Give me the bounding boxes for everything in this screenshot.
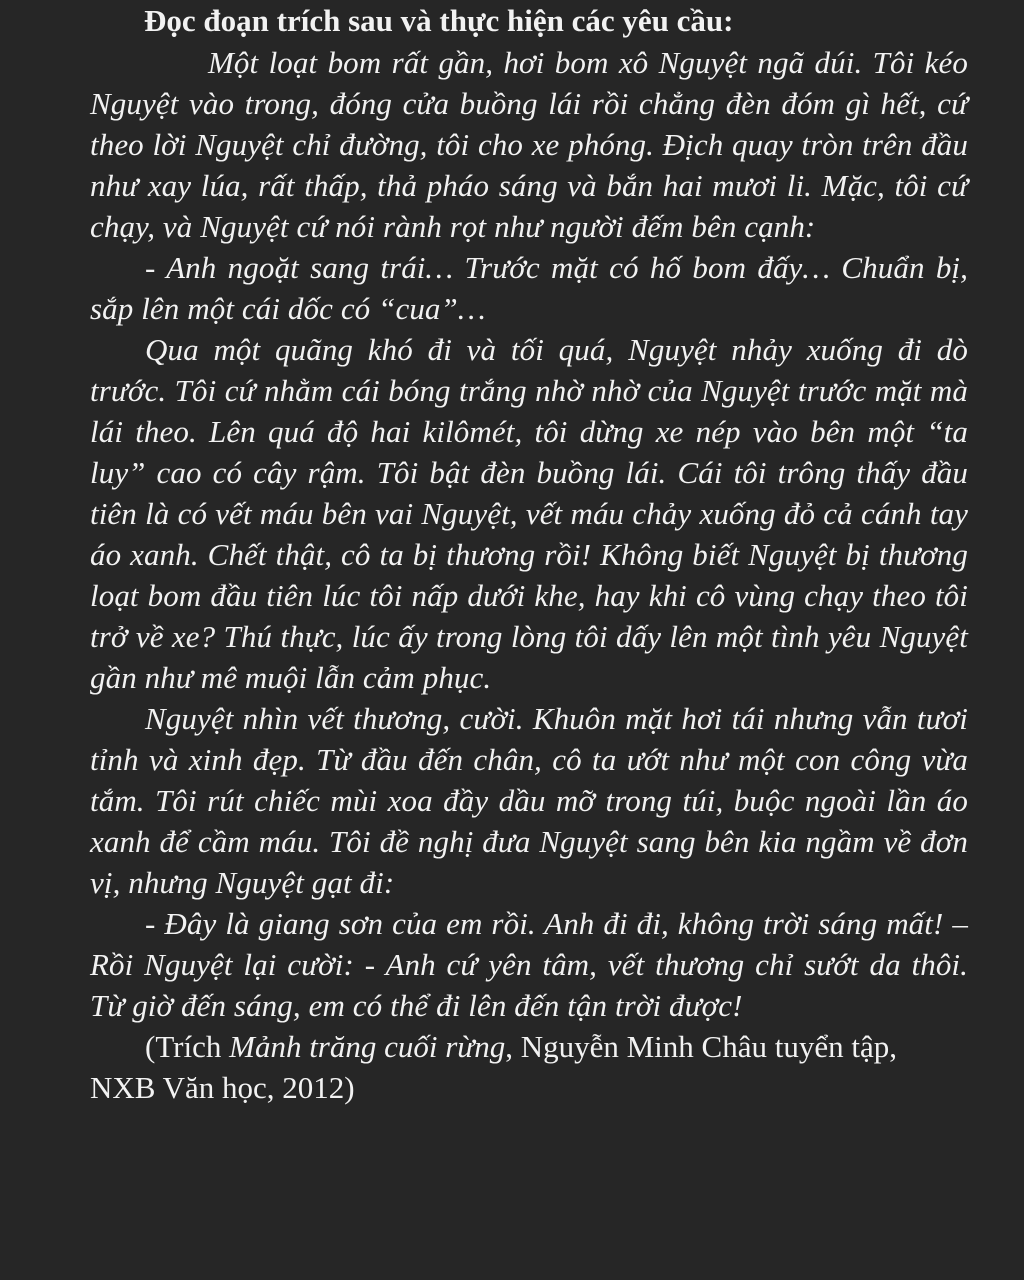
excerpt-paragraph-1: Một loạt bom rất gần, hơi bom xô Nguyệt ngã dúi. Tôi kéo Nguyệt vào trong, đóng cửa buồng lái rồi chẳng đèn đóm gì hết, cứ theo lời Nguyệt chỉ đường, tôi cho xe phóng. Địch quay tròn trên đầu như xay lúa, rất thấp, thả pháo sáng và bắn hai mươi li. Mặc, tôi cứ chạy, và Nguyệt cứ nói rành rọt như người đếm bên cạnh: bbox=[90, 45, 968, 244]
excerpt-body bbox=[90, 42, 968, 1108]
excerpt-paragraph-2: - Anh ngoặt sang trái… Trước mặt có hố bom đấy… Chuẩn bị, sắp lên một cái dốc có “cua”… bbox=[90, 250, 968, 326]
excerpt-paragraph-4: Nguyệt nhìn vết thương, cười. Khuôn mặt hơi tái nhưng vẫn tươi tỉnh và xinh đẹp. Từ đầu đến chân, cô ta ướt như một con công vừa tắm. Tôi rút chiếc mùi xoa đầy dầu mỡ trong túi, buộc ngoài lần áo xanh để cầm máu. Tôi đề nghị đưa Nguyệt sang bên kia ngầm về đơn vị, nhưng Nguyệt gạt đi: bbox=[90, 701, 968, 900]
excerpt-paragraph-5: - Đây là giang sơn của em rồi. Anh đi đi, không trời sáng mất! – Rồi Nguyệt lại cười: - Anh cứ yên tâm, vết thương chỉ sướt da thôi. Từ giờ đến sáng, em có thể đi lên đến tận trời được! bbox=[90, 906, 968, 1023]
source-citation bbox=[90, 1026, 968, 1108]
source-prefix: (Trích bbox=[145, 1029, 230, 1064]
source-suffix: , Nguyễn Minh Châu tuyển tập, NXB Văn học, 2012) bbox=[90, 1029, 897, 1105]
excerpt-paragraph-3: Qua một quãng khó đi và tối quá, Nguyệt nhảy xuống đi dò trước. Tôi cứ nhằm cái bóng trắng nhờ nhờ của Nguyệt trước mặt mà lái theo. Lên quá độ hai kilômét, tôi dừng xe nép vào bên một “ta luy” cao có cây rậm. Tôi bật đèn buồng lái. Cái tôi trông thấy đầu tiên là có vết máu bên vai Nguyệt, vết máu chảy xuống đỏ cả cánh tay áo xanh. Chết thật, cô ta bị thương rồi! Không biết Nguyệt bị thương loạt bom đầu tiên lúc tôi nấp dưới khe, hay khi cô vùng chạy theo tôi trở về xe? Thú thực, lúc ấy trong lòng tôi dấy lên một tình yêu Nguyệt gần như mê muội lẫn cảm phục. bbox=[90, 332, 968, 695]
exercise-heading: Đọc đoạn trích sau và thực hiện các yêu cầu: bbox=[144, 3, 734, 38]
source-work-title: Mảnh trăng cuối rừng bbox=[229, 1029, 506, 1064]
